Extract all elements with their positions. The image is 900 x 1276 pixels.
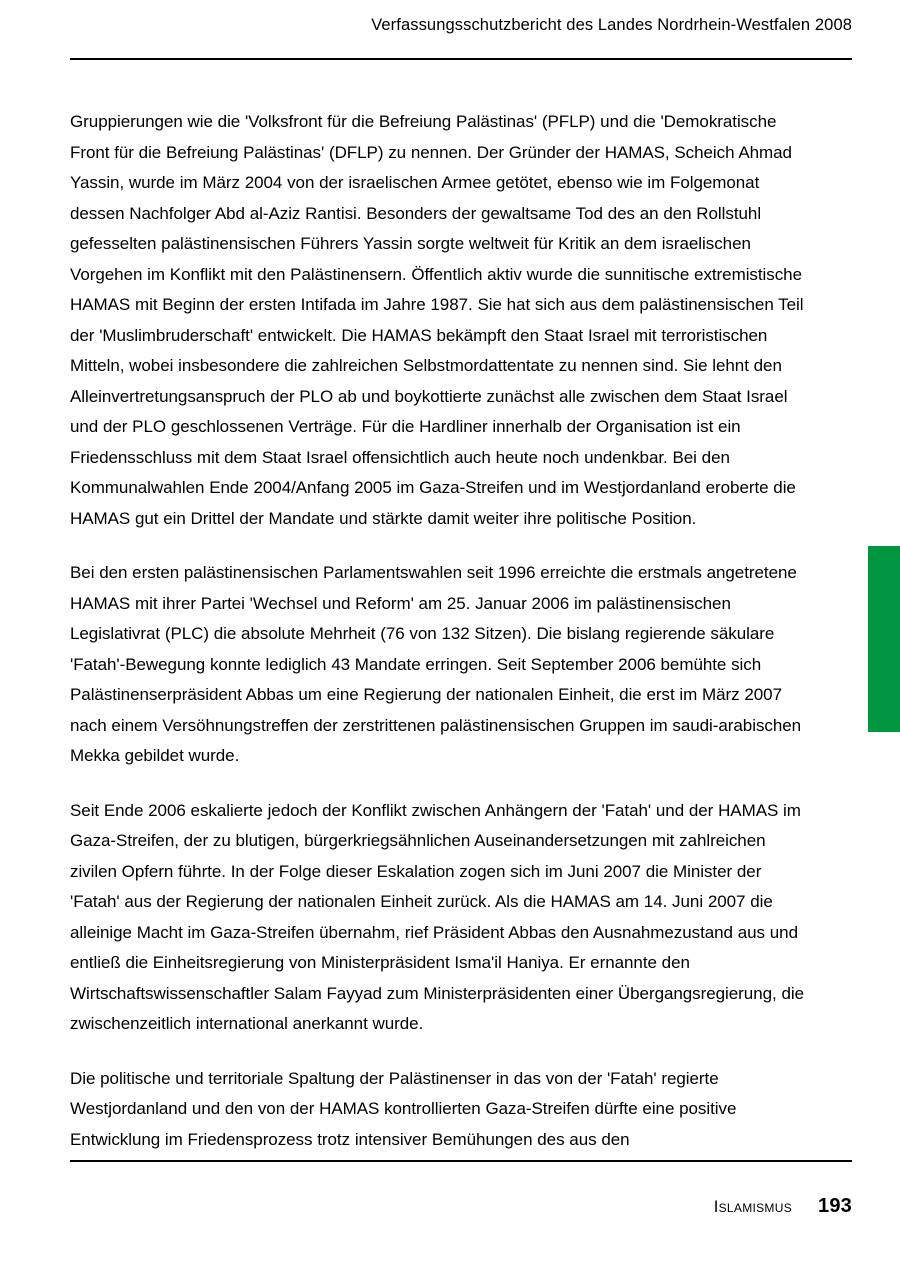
page-header-title: Verfassungsschutzbericht des Landes Nordrhein-Westfalen 2008 [371,16,852,34]
footer-section-label: Islamismus [713,1198,793,1216]
paragraph: Seit Ende 2006 eskalierte jedoch der Konflikt zwischen Anhängern der 'Fatah' und der HAMAS im Gaza-Streifen, der zu blutigen, bürgerkriegsähnlichen Auseinandersetzungen mit zahlreichen zivilen Opfern führte. In der Folge dieser Eskalation zogen sich im Juni 2007 die Minister der 'Fatah' aus der Regierung der nationalen Einheit zurück. Als die HAMAS am 14. Juni 2007 die alleinige Macht im Gaza-Streifen übernahm, rief Präsident Abbas den Ausnahmezustand aus und entließ die Einheitsregierung von Ministerpräsident Isma'il Haniya. Er ernannte den Wirtschaftswissenschaftler Salam Fayyad zum Ministerpräsidenten einer Übergangsregierung, die zwischenzeitlich international anerkannt wurde. [70,800,804,1033]
section-color-tab [868,546,900,732]
page-footer [714,1195,852,1218]
page-number: 193 [818,1195,852,1217]
footer-divider [70,1160,852,1162]
header-divider [70,58,852,60]
paragraph: Die politische und territoriale Spaltung der Palästinenser in das von der 'Fatah' regierte Westjordanland und den von der HAMAS kontrollierten Gaza-Streifen dürfte eine positive Entwicklung im Friedensprozess trotz intensiver Bemühungen des aus den [70,1068,737,1149]
body-text [70,107,807,1155]
paragraph: Bei den ersten palästinensischen Parlamentswahlen seit 1996 erreichte die erstmals angetretene HAMAS mit ihrer Partei 'Wechsel und Reform' am 25. Januar 2006 im palästinensischen Legislativrat (PLC) die absolute Mehrheit (76 von 132 Sitzen). Die bislang regierende säkulare 'Fatah'-Bewegung konnte lediglich 43 Mandate erringen. Seit September 2006 bemühte sich Palästinenserpräsident Abbas um eine Regierung der nationalen Einheit, die erst im März 2007 nach einem Versöhnungstreffen der zerstrittenen palästinensischen Gruppen im saudi-arabischen Mekka gebildet wurde. [70,563,802,765]
paragraph: Gruppierungen wie die 'Volksfront für die Befreiung Palästinas' (PFLP) und die 'Demokratische Front für die Befreiung Palästinas' (DFLP) zu nennen. Der Gründer der HAMAS, Scheich Ahmad Yassin, wurde im März 2004 von der israelischen Armee getötet, ebenso wie im Folgemonat dessen Nachfolger Abd al-Aziz Rantisi. Besonders der gewaltsame Tod des an den Rollstuhl gefesselten palästinensischen Führers Yassin sorgte weltweit für Kritik an dem israelischen Vorgehen im Konflikt mit den Palästinensern. Öffentlich aktiv wurde die sunnitische extremistische HAMAS mit Beginn der ersten Intifada im Jahre 1987. Sie hat sich aus dem palästinensischen Teil der 'Muslimbruderschaft' entwickelt. Die HAMAS bekämpft den Staat Israel mit terroristischen Mitteln, wobei insbesondere die zahlreichen Selbstmordattentate zu nennen sind. Sie lehnt den Alleinvertretungsanspruch der PLO ab und boykottierte zunächst alle zwischen dem Staat Israel und der PLO geschlossenen Verträge. Für die Hardliner innerhalb der Organisation ist ein Friedensschluss mit dem Staat Israel offensichtlich auch heute noch undenkbar. Bei den Kommunalwahlen Ende 2004/Anfang 2005 im Gaza-Streifen und im Westjordanland eroberte die HAMAS gut ein Drittel der Mandate und stärkte damit weiter ihre politische Position. [70,112,804,528]
